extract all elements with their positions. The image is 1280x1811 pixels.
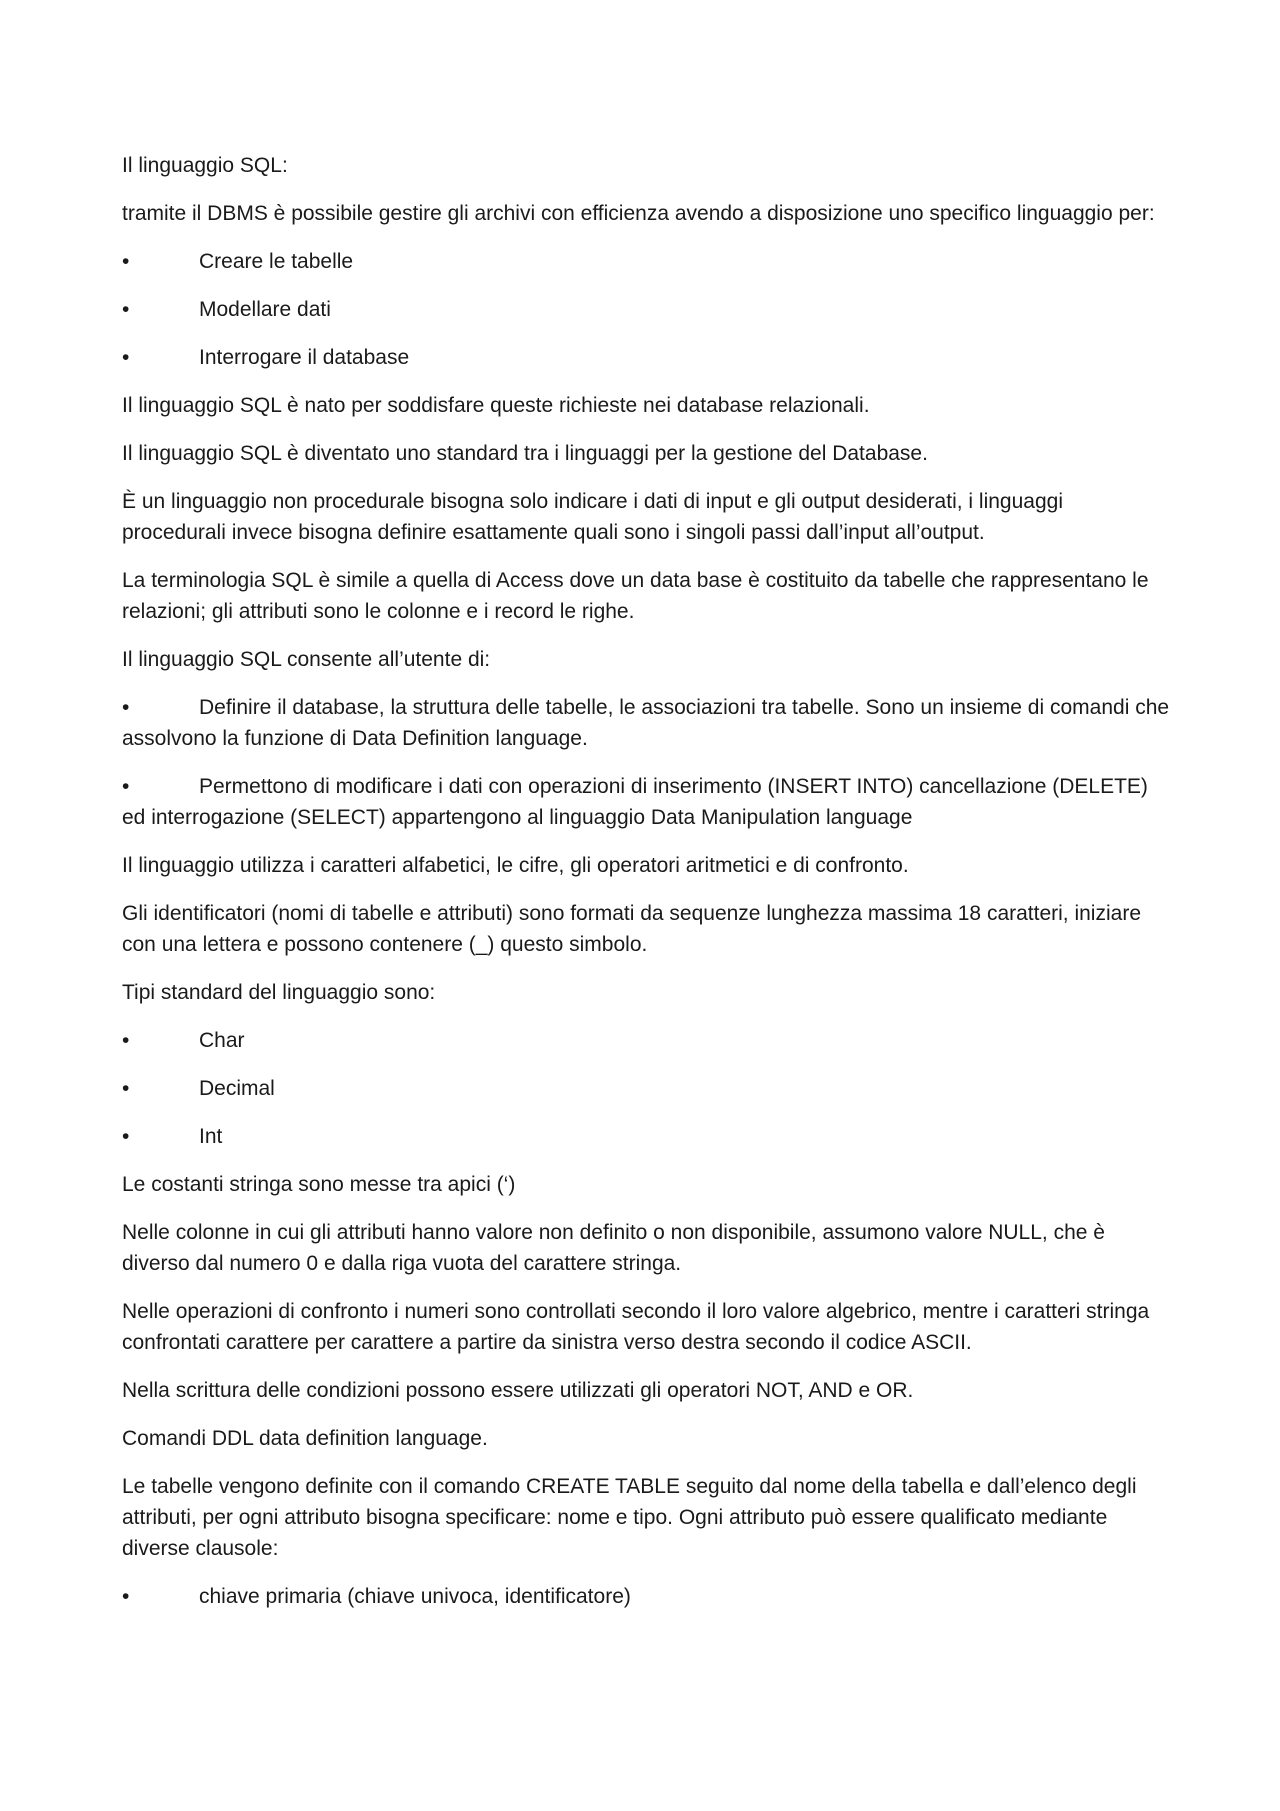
bullet-icon: • (122, 1029, 130, 1052)
list-item (122, 294, 1172, 325)
bullet-icon: • (122, 346, 130, 369)
paragraph: Il linguaggio SQL è nato per soddisfare queste richieste nei database relazionali. (122, 394, 870, 417)
list-item (122, 1581, 1172, 1612)
paragraph: Il linguaggio SQL: (122, 154, 288, 177)
paragraph: Nelle colonne in cui gli attributi hanno valore non definito o non disponibile, assumono valore NULL, che è diverso dal numero 0 e dalla riga vuota del carattere stringa. (122, 1221, 1105, 1275)
list-item (122, 1025, 1172, 1056)
list-item (122, 1121, 1172, 1152)
list-item (122, 246, 1172, 277)
list-item-text: Char (199, 1029, 245, 1052)
paragraph: Tipi standard del linguaggio sono: (122, 981, 436, 1004)
bullet-icon: • (122, 1125, 130, 1148)
bullet-icon: • (122, 1585, 130, 1608)
bullet-icon: • (122, 298, 130, 321)
list-item-text: chiave primaria (chiave univoca, identificatore) (199, 1585, 631, 1608)
list-item-text: Permettono di modificare i dati con operazioni di inserimento (INSERT INTO) cancellazione (DELETE) ed interrogazione (SELECT) appartengono al linguaggio Data Manipulation language (122, 775, 1148, 829)
bullet-icon: • (122, 1077, 130, 1100)
list-item (122, 1073, 1172, 1104)
list-item (122, 342, 1172, 373)
bullet-icon: • (122, 696, 130, 719)
list-item (122, 692, 1172, 754)
list-item-text: Creare le tabelle (199, 250, 354, 273)
paragraph: tramite il DBMS è possibile gestire gli archivi con efficienza avendo a disposizione uno specifico linguaggio per: (122, 202, 1155, 225)
paragraph: La terminologia SQL è simile a quella di Access dove un data base è costituito da tabelle che rappresentano le relazioni; gli attributi sono le colonne e i record le righe. (122, 569, 1149, 623)
paragraph: Il linguaggio SQL consente all’utente di: (122, 648, 491, 671)
bullet-icon: • (122, 775, 130, 798)
paragraph: Nelle operazioni di confronto i numeri sono controllati secondo il loro valore algebrico, mentre i caratteri stringa confrontati carattere per carattere a partire da sinistra verso destra secondo il codice ASCII. (122, 1300, 1150, 1354)
paragraph: Comandi DDL data definition language. (122, 1427, 488, 1450)
paragraph: Nella scrittura delle condizioni possono essere utilizzati gli operatori NOT, AND e OR. (122, 1379, 914, 1402)
paragraph: Le tabelle vengono definite con il comando CREATE TABLE seguito dal nome della tabella e dall’elenco degli attributi, per ogni attributo bisogna specificare: nome e tipo. Ogni attributo può essere qualificato mediante diverse clausole: (122, 1475, 1137, 1560)
paragraph: È un linguaggio non procedurale bisogna solo indicare i dati di input e gli output desiderati, i linguaggi procedurali invece bisogna definire esattamente quali sono i singoli passi dall’input all’output. (122, 490, 1063, 544)
paragraph: Il linguaggio SQL è diventato uno standard tra i linguaggi per la gestione del Database. (122, 442, 928, 465)
list-item (122, 771, 1172, 833)
document-page (122, 150, 1172, 1629)
list-item-text: Interrogare il database (199, 346, 410, 369)
paragraph: Gli identificatori (nomi di tabelle e attributi) sono formati da sequenze lunghezza massima 18 caratteri, iniziare con una lettera e possono contenere (_) questo simbolo. (122, 902, 1141, 956)
paragraph: Le costanti stringa sono messe tra apici (‘) (122, 1173, 516, 1196)
list-item-text: Definire il database, la struttura delle tabelle, le associazioni tra tabelle. Sono un insieme di comandi che assolvono la funzione di Data Definition language. (122, 696, 1170, 750)
list-item-text: Modellare dati (199, 298, 331, 321)
bullet-icon: • (122, 250, 130, 273)
paragraph: Il linguaggio utilizza i caratteri alfabetici, le cifre, gli operatori aritmetici e di confronto. (122, 854, 909, 877)
list-item-text: Int (199, 1125, 223, 1148)
list-item-text: Decimal (199, 1077, 275, 1100)
